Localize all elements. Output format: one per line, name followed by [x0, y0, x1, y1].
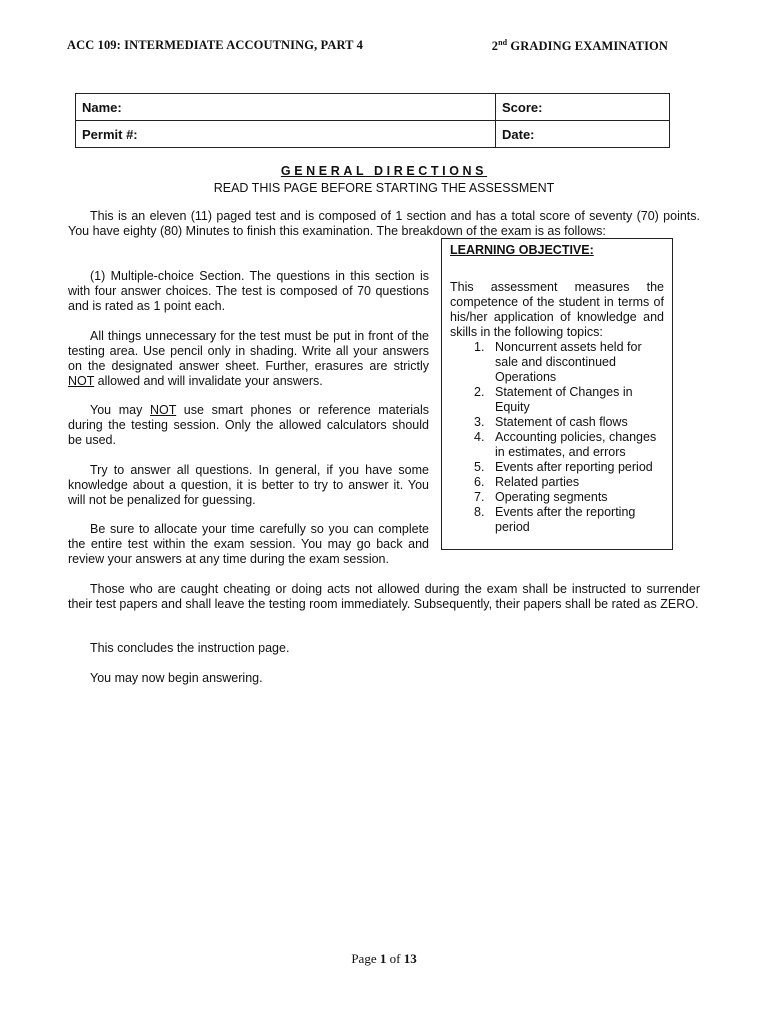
paragraph-intro — [68, 209, 700, 239]
table-row — [76, 121, 670, 148]
list-item-number: 1. — [474, 340, 485, 354]
paragraph-guessing-text: Try to answer all questions. In general, if you have some knowledge about a question, it is better to try to answer it. You will not be penalized for guessing. — [68, 463, 429, 507]
paragraph-conclusion-text: This concludes the instruction page. — [90, 641, 290, 655]
list-item-number: 2. — [474, 385, 485, 399]
list-item-number: 6. — [474, 475, 485, 489]
list-item-text: Statement of Changes in Equity — [495, 385, 633, 414]
list-item-text: Events after reporting period — [495, 460, 653, 474]
student-info-table — [75, 93, 670, 148]
list-item — [450, 340, 664, 385]
paragraph-conclusion — [68, 641, 700, 656]
page-number — [0, 951, 768, 967]
list-item-text: Noncurrent assets held for sale and discontinued Operations — [495, 340, 642, 384]
paragraph-cheating — [68, 582, 700, 612]
list-item-number: 4. — [474, 430, 485, 444]
list-item — [450, 385, 664, 415]
paragraph-time-text: Be sure to allocate your time carefully so you can complete the entire test within the exam session. You may go back and review your answers at any time during the exam session. — [68, 522, 429, 566]
exam-ordinal-suffix: nd — [498, 38, 508, 47]
paragraph-sections-text: (1) Multiple-choice Section. The questions in this section is with four answer choices. The test is composed of 70 questions and is rated as 1 point each. — [68, 269, 429, 313]
list-item-text: Statement of cash flows — [495, 415, 628, 429]
paragraph-materials-text-b: allowed and will invalidate your answers. — [94, 374, 323, 388]
list-item-text: Operating segments — [495, 490, 608, 504]
list-item-number: 8. — [474, 505, 485, 519]
paragraph-materials — [68, 329, 429, 389]
learning-objective-box — [441, 238, 673, 550]
paragraph-materials-text-a: All things unnecessary for the test must be put in front of the testing area. Use pencil only in shading. Write all your answers on the designated answer sheet. Further, erasures are strictly — [68, 329, 429, 373]
list-item — [450, 430, 664, 460]
list-item-number: 5. — [474, 460, 485, 474]
emphasis-not: NOT — [149, 403, 177, 417]
current-page: 1 — [379, 951, 387, 966]
paragraph-begin — [68, 671, 700, 686]
learning-objective-list — [450, 340, 664, 535]
exam-ordinal: 2 — [491, 39, 499, 54]
name-field[interactable]: Name: — [76, 94, 496, 121]
course-title: ACC 109: INTERMEDIATE ACCOUTNING, PART 4 — [67, 38, 363, 52]
of-word: of — [386, 951, 404, 966]
paragraph-guessing — [68, 463, 429, 508]
list-item-text: Events after the reporting period — [495, 505, 636, 534]
list-item — [450, 475, 664, 490]
date-field[interactable]: Date: — [496, 121, 670, 148]
permit-field[interactable]: Permit #: — [76, 121, 496, 148]
list-item-text: Related parties — [495, 475, 580, 489]
paragraph-sections — [68, 269, 429, 314]
directions-subtitle: READ THIS PAGE BEFORE STARTING THE ASSESSMENT — [213, 181, 555, 195]
exam-title-text: GRADING EXAMINATION — [507, 39, 668, 54]
paragraph-time — [68, 522, 429, 567]
exam-title — [492, 38, 668, 54]
learning-objective-title: LEARNING OBJECTIVE: — [450, 243, 594, 257]
paragraph-devices-text-a: You may — [90, 403, 150, 417]
emphasis-not: NOT — [68, 374, 95, 388]
list-item — [450, 415, 664, 430]
list-item-number: 7. — [474, 490, 485, 504]
paragraph-devices — [68, 403, 429, 448]
list-item — [450, 505, 664, 535]
list-item-text: Accounting policies, changes in estimates, and errors — [495, 430, 657, 459]
page-word: Page — [351, 951, 380, 966]
paragraph-cheating-text: Those who are caught cheating or doing acts not allowed during the exam shall be instructed to surrender their test papers and shall leave the testing room immediately. Subsequently, their papers shall be rated as ZERO. — [68, 582, 700, 611]
list-item-number: 3. — [474, 415, 485, 429]
total-pages: 13 — [403, 951, 417, 966]
directions-title: GENERAL DIRECTIONS — [280, 164, 488, 178]
paragraph-devices-text-b: use smart phones or reference materials during the testing session. Only the allowed calculators should be used. — [68, 403, 429, 447]
learning-objective-intro: This assessment measures the competence of the student in terms of his/her application of knowledge and skills in the following topics: — [450, 280, 664, 339]
list-item — [450, 460, 664, 475]
paragraph-intro-text: This is an eleven (11) paged test and is composed of 1 section and has a total score of seventy (70) points. You have eighty (80) Minutes to finish this examination. The breakdown of the exam is as follows: — [68, 209, 700, 238]
list-item — [450, 490, 664, 505]
score-field[interactable]: Score: — [496, 94, 670, 121]
table-row — [76, 94, 670, 121]
paragraph-begin-text: You may now begin answering. — [90, 671, 263, 685]
